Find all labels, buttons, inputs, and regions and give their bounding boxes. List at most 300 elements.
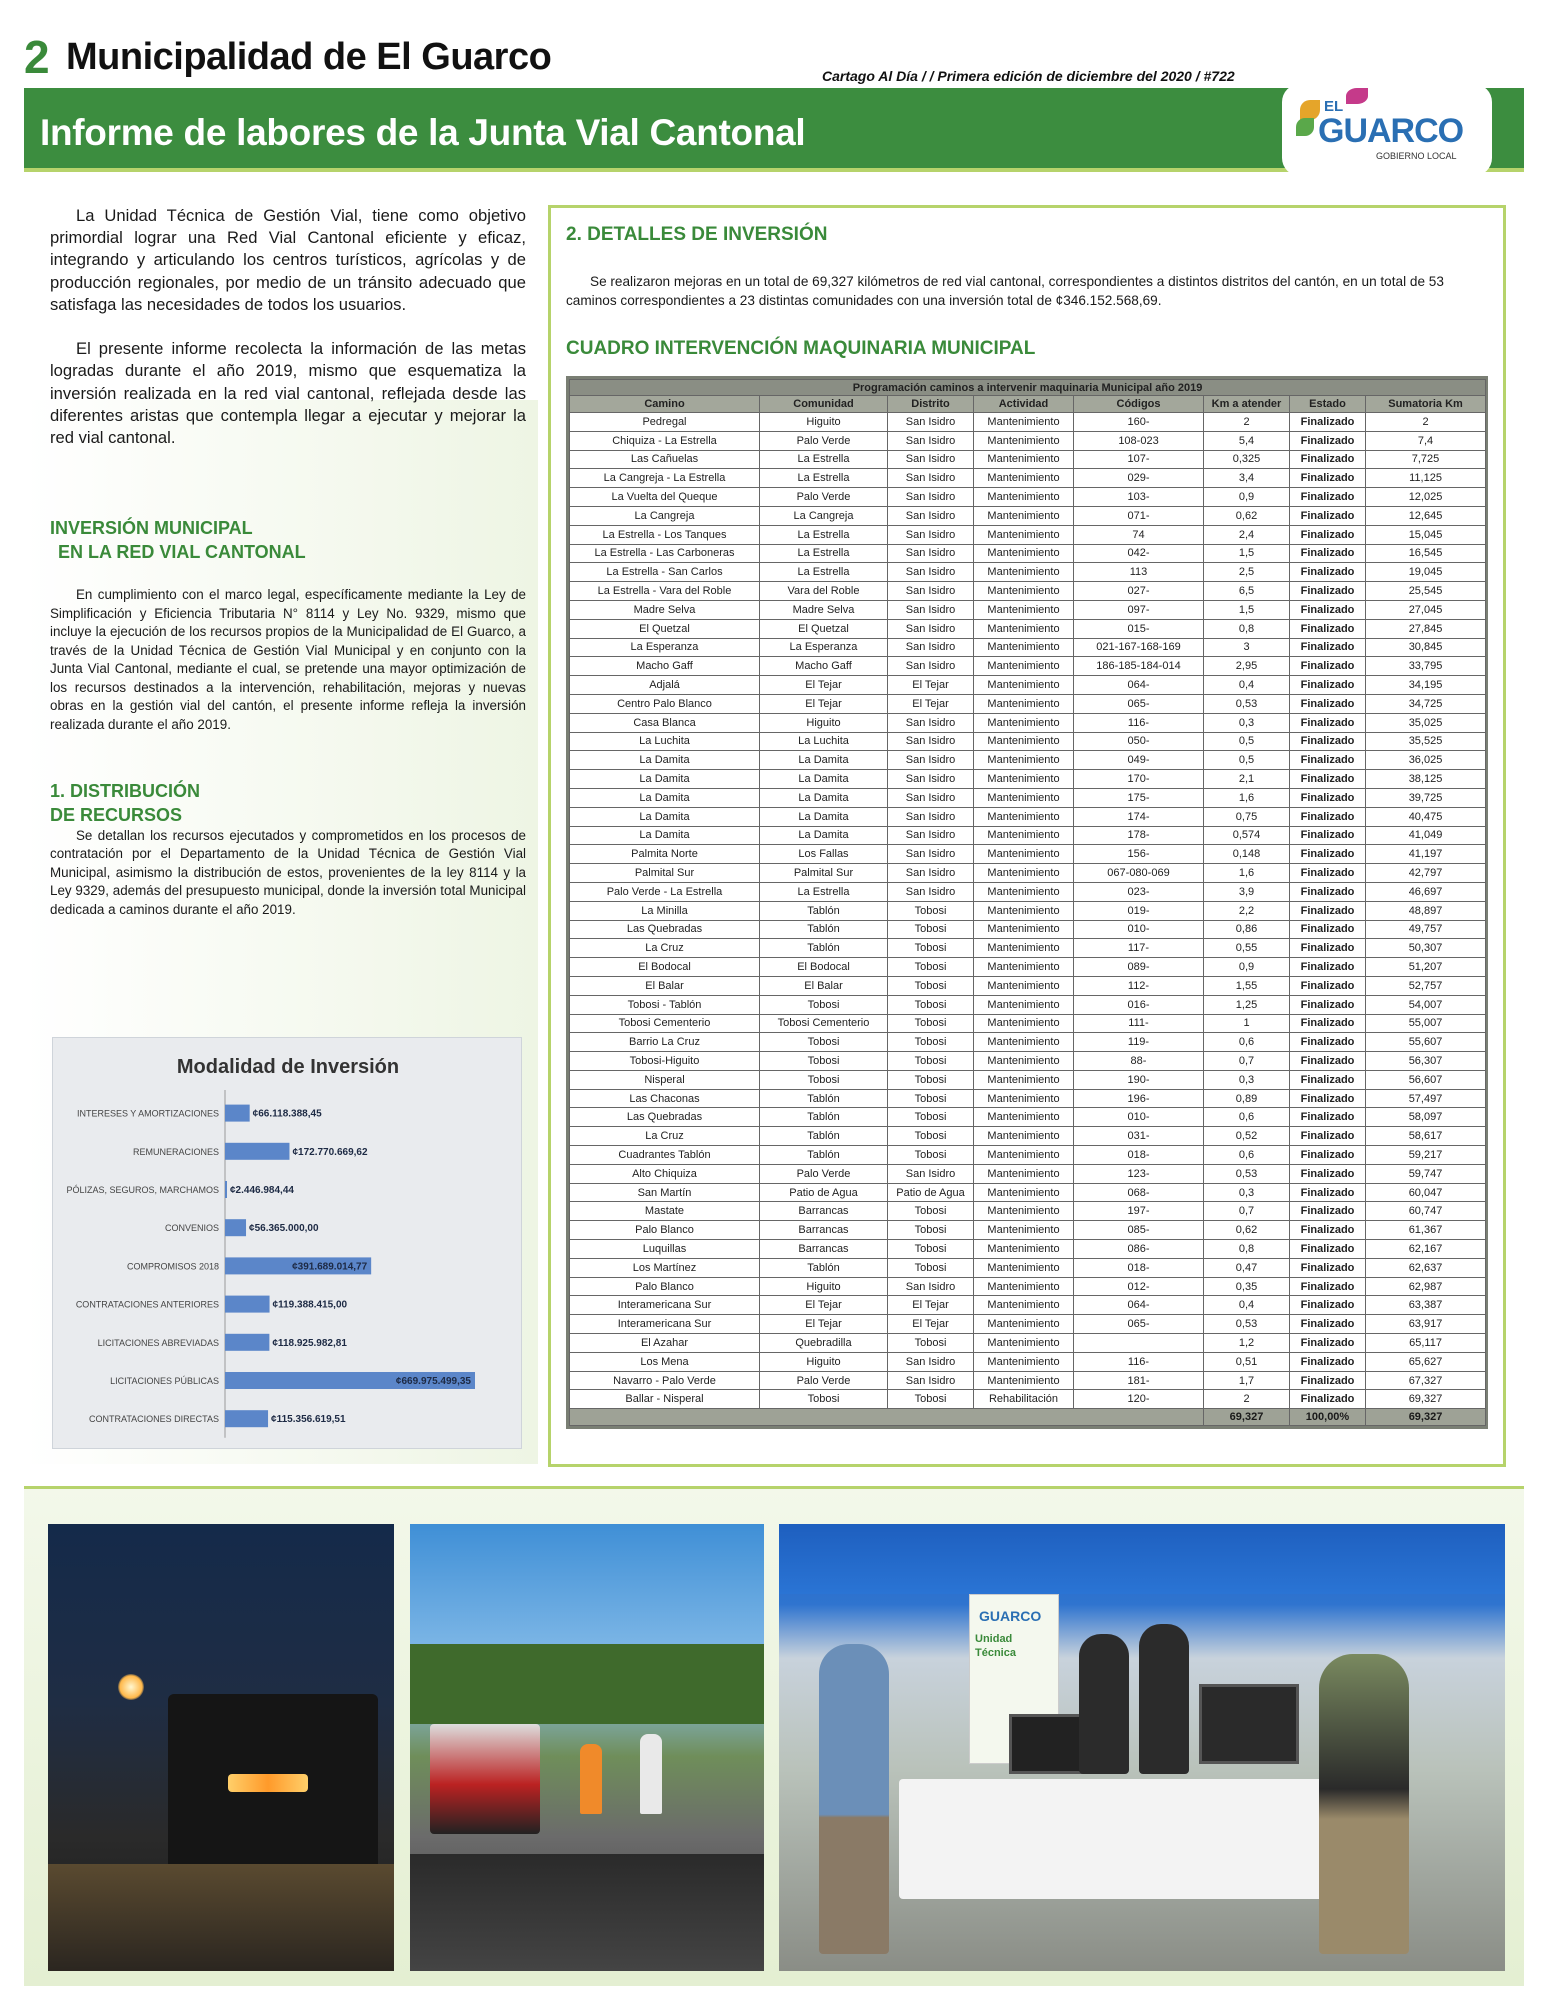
sumatoria-cell: 50,307 xyxy=(1366,939,1486,958)
codigo-cell: 012- xyxy=(1074,1277,1204,1296)
km-cell: 0,5 xyxy=(1204,751,1290,770)
codigo-cell: 019- xyxy=(1074,901,1204,920)
distrito-cell: Tobosi xyxy=(888,901,974,920)
km-cell: 1,25 xyxy=(1204,995,1290,1014)
actividad-cell: Mantenimiento xyxy=(974,1371,1074,1390)
table-row xyxy=(570,582,1486,601)
camino-cell: Luquillas xyxy=(570,1240,760,1259)
estado-cell: Finalizado xyxy=(1290,976,1366,995)
table-row xyxy=(570,1334,1486,1353)
distrito-cell: Tobosi xyxy=(888,939,974,958)
km-cell: 2,5 xyxy=(1204,563,1290,582)
table-row xyxy=(570,901,1486,920)
camino-cell: El Balar xyxy=(570,976,760,995)
chart-value-label: ¢391.689.014,77 xyxy=(292,1261,368,1273)
sumatoria-cell: 30,845 xyxy=(1366,638,1486,657)
actividad-cell: Mantenimiento xyxy=(974,1108,1074,1127)
column-header: Distrito xyxy=(888,396,974,413)
fresh-asphalt xyxy=(410,1854,764,1971)
camino-cell: Tobosi-Higuito xyxy=(570,1052,760,1071)
logo-subtitle: GOBIERNO LOCAL xyxy=(1376,151,1457,161)
estado-cell: Finalizado xyxy=(1290,751,1366,770)
table-row xyxy=(570,431,1486,450)
chart-category-label: CONTRATACIONES ANTERIORES xyxy=(75,1299,219,1310)
actividad-cell: Mantenimiento xyxy=(974,563,1074,582)
codigo-cell: 181- xyxy=(1074,1371,1204,1390)
chart-value-label: ¢669.975.499,35 xyxy=(395,1376,471,1387)
distrito-cell: San Isidro xyxy=(888,431,974,450)
actividad-cell: Mantenimiento xyxy=(974,582,1074,601)
comunidad-cell: Tablón xyxy=(760,1258,888,1277)
codigo-cell: 049- xyxy=(1074,751,1204,770)
chart-category-label: CONTRATACIONES DIRECTAS xyxy=(88,1414,219,1425)
distrito-cell: San Isidro xyxy=(888,732,974,751)
table-row xyxy=(570,1089,1486,1108)
sumatoria-cell: 12,645 xyxy=(1366,506,1486,525)
km-cell: 6,5 xyxy=(1204,582,1290,601)
camino-cell: Mastate xyxy=(570,1202,760,1221)
sumatoria-cell: 55,607 xyxy=(1366,1033,1486,1052)
logo-leaf-icon xyxy=(1346,88,1368,104)
team-stand-photo xyxy=(779,1524,1505,1971)
km-cell: 0,53 xyxy=(1204,694,1290,713)
km-cell: 0,62 xyxy=(1204,1221,1290,1240)
table-row xyxy=(570,1277,1486,1296)
km-cell: 0,86 xyxy=(1204,920,1290,939)
km-cell: 1,55 xyxy=(1204,976,1290,995)
sumatoria-cell: 11,125 xyxy=(1366,469,1486,488)
sumatoria-cell: 61,367 xyxy=(1366,1221,1486,1240)
camino-cell: Palmital Sur xyxy=(570,864,760,883)
codigo-cell: 071- xyxy=(1074,506,1204,525)
estado-cell: Finalizado xyxy=(1290,732,1366,751)
codigo-cell: 085- xyxy=(1074,1221,1204,1240)
codigo-cell: 010- xyxy=(1074,920,1204,939)
table-row xyxy=(570,1070,1486,1089)
codigo-cell xyxy=(1074,1334,1204,1353)
details-heading: 2. DETALLES DE INVERSIÓN xyxy=(566,224,828,245)
sumatoria-cell: 60,047 xyxy=(1366,1183,1486,1202)
sumatoria-cell: 49,757 xyxy=(1366,920,1486,939)
estado-cell: Finalizado xyxy=(1290,1296,1366,1315)
comunidad-cell: Patio de Agua xyxy=(760,1183,888,1202)
investment-paragraph: En cumplimiento con el marco legal, específicamente mediante la Ley de Simplificación y Eficiencia Tributaria N° 8114 y Ley No. 9329, mismo que incluye la ejecución de los recursos propios de la Municipalidad de El Guarco, a través de la Unidad Técnica de Gestión Vial Municipal y en conjunto con la Junta Vial Cantonal, mediante el cual, se pretende una mayor optimización de los recursos destinados a la intervención, rehabilitación, mejoras y nuevas obras en la gestión vial del cantón, el presente informe refleja la inversión realizada durante el año 2019. xyxy=(50,587,526,732)
distrito-cell: San Isidro xyxy=(888,1371,974,1390)
canopy-tent xyxy=(779,1524,1505,1594)
camino-cell: La Cruz xyxy=(570,1127,760,1146)
comunidad-cell: La Estrella xyxy=(760,882,888,901)
intro-paragraph-2: El presente informe recolecta la información de las metas logradas durante el año 2019, mismo que esquematiza la inversión realizada en la red vial cantonal, reflejada desde las diferentes aristas que contempla llegar a ejecutar y mejorar la red vial cantonal. xyxy=(50,339,526,448)
comunidad-cell: El Tejar xyxy=(760,676,888,695)
chart-value-label: ¢119.388.415,00 xyxy=(272,1299,348,1311)
codigo-cell: 086- xyxy=(1074,1240,1204,1259)
sumatoria-cell: 15,045 xyxy=(1366,525,1486,544)
comunidad-cell: Tablón xyxy=(760,1089,888,1108)
actividad-cell: Mantenimiento xyxy=(974,1334,1074,1353)
codigo-cell: 065- xyxy=(1074,694,1204,713)
worker-figure xyxy=(640,1734,662,1814)
km-cell: 0,51 xyxy=(1204,1352,1290,1371)
sumatoria-cell: 7,4 xyxy=(1366,431,1486,450)
distrito-cell: San Isidro xyxy=(888,488,974,507)
km-cell: 0,574 xyxy=(1204,826,1290,845)
comunidad-cell: Tablón xyxy=(760,901,888,920)
photo-band-divider xyxy=(24,1486,1524,1489)
distrito-cell: San Isidro xyxy=(888,582,974,601)
comunidad-cell: Madre Selva xyxy=(760,600,888,619)
machinery-table xyxy=(569,379,1486,1426)
actividad-cell: Mantenimiento xyxy=(974,1146,1074,1165)
truck-lights xyxy=(228,1774,308,1792)
person-figure xyxy=(1319,1654,1409,1954)
estado-cell: Finalizado xyxy=(1290,638,1366,657)
chart-bar xyxy=(225,1410,268,1427)
paving-crew-photo xyxy=(410,1524,764,1971)
chart-category-label: REMUNERACIONES xyxy=(132,1146,219,1157)
km-cell: 0,6 xyxy=(1204,1146,1290,1165)
machinery-table-wrapper xyxy=(566,376,1488,1429)
column-header: Estado xyxy=(1290,396,1366,413)
estado-cell: Finalizado xyxy=(1290,506,1366,525)
actividad-cell: Mantenimiento xyxy=(974,882,1074,901)
codigo-cell: 160- xyxy=(1074,413,1204,432)
column-header: Comunidad xyxy=(760,396,888,413)
sumatoria-cell: 7,725 xyxy=(1366,450,1486,469)
camino-cell: Los Mena xyxy=(570,1352,760,1371)
camino-cell: Chiquiza - La Estrella xyxy=(570,431,760,450)
distrito-cell: Tobosi xyxy=(888,976,974,995)
sumatoria-cell: 59,747 xyxy=(1366,1164,1486,1183)
estado-cell: Finalizado xyxy=(1290,413,1366,432)
sumatoria-cell: 69,327 xyxy=(1366,1390,1486,1409)
chart-category-label: LICITACIONES PÚBLICAS xyxy=(110,1376,219,1386)
distrito-cell: Tobosi xyxy=(888,958,974,977)
table-row xyxy=(570,882,1486,901)
estado-cell: Finalizado xyxy=(1290,864,1366,883)
chart-category-label: CONVENIOS xyxy=(164,1223,219,1234)
camino-cell: Interamericana Sur xyxy=(570,1315,760,1334)
sumatoria-cell: 35,525 xyxy=(1366,732,1486,751)
monitor xyxy=(1009,1714,1089,1774)
distrito-cell: San Isidro xyxy=(888,469,974,488)
estado-cell: Finalizado xyxy=(1290,901,1366,920)
comunidad-cell: Higuito xyxy=(760,413,888,432)
camino-cell: La Cangreja xyxy=(570,506,760,525)
codigo-cell: 103- xyxy=(1074,488,1204,507)
codigo-cell: 027- xyxy=(1074,582,1204,601)
distrito-cell: San Isidro xyxy=(888,450,974,469)
comunidad-cell: Tobosi xyxy=(760,1390,888,1409)
estado-cell: Finalizado xyxy=(1290,1070,1366,1089)
logo-leaf-icon xyxy=(1300,100,1320,120)
estado-cell: Finalizado xyxy=(1290,882,1366,901)
sumatoria-cell: 42,797 xyxy=(1366,864,1486,883)
actividad-cell: Mantenimiento xyxy=(974,864,1074,883)
comunidad-cell: La Luchita xyxy=(760,732,888,751)
sumatoria-cell: 27,845 xyxy=(1366,619,1486,638)
table-row xyxy=(570,751,1486,770)
sumatoria-cell: 65,627 xyxy=(1366,1352,1486,1371)
comunidad-cell: Barrancas xyxy=(760,1202,888,1221)
actividad-cell: Mantenimiento xyxy=(974,901,1074,920)
codigo-cell: 018- xyxy=(1074,1146,1204,1165)
estado-cell: Finalizado xyxy=(1290,1371,1366,1390)
camino-cell: La Damita xyxy=(570,826,760,845)
actividad-cell: Rehabilitación xyxy=(974,1390,1074,1409)
estado-cell: Finalizado xyxy=(1290,1052,1366,1071)
distrito-cell: El Tejar xyxy=(888,1296,974,1315)
sumatoria-cell: 27,045 xyxy=(1366,600,1486,619)
actividad-cell: Mantenimiento xyxy=(974,1052,1074,1071)
page-number: 2 xyxy=(24,31,50,83)
km-cell: 0,6 xyxy=(1204,1033,1290,1052)
comunidad-cell: La Estrella xyxy=(760,525,888,544)
estado-cell: Finalizado xyxy=(1290,1089,1366,1108)
camino-cell: Madre Selva xyxy=(570,600,760,619)
camino-cell: La Estrella - Las Carboneras xyxy=(570,544,760,563)
actividad-cell: Mantenimiento xyxy=(974,413,1074,432)
km-cell: 0,89 xyxy=(1204,1089,1290,1108)
camino-cell: La Cangreja - La Estrella xyxy=(570,469,760,488)
camino-cell: Interamericana Sur xyxy=(570,1296,760,1315)
km-cell: 0,53 xyxy=(1204,1315,1290,1334)
estado-cell: Finalizado xyxy=(1290,694,1366,713)
worker-figure xyxy=(580,1744,602,1814)
codigo-cell: 031- xyxy=(1074,1127,1204,1146)
actividad-cell: Mantenimiento xyxy=(974,657,1074,676)
sumatoria-cell: 56,607 xyxy=(1366,1070,1486,1089)
table-row xyxy=(570,469,1486,488)
distrito-cell: San Isidro xyxy=(888,563,974,582)
table-row xyxy=(570,619,1486,638)
chart-category-label: PÓLIZAS, SEGUROS, MARCHAMOS xyxy=(66,1185,219,1195)
actividad-cell: Mantenimiento xyxy=(974,995,1074,1014)
comunidad-cell: Tobosi xyxy=(760,1052,888,1071)
camino-cell: La Estrella - San Carlos xyxy=(570,563,760,582)
comunidad-cell: La Cangreja xyxy=(760,506,888,525)
actividad-cell: Mantenimiento xyxy=(974,1258,1074,1277)
distrito-cell: San Isidro xyxy=(888,600,974,619)
codigo-cell: 116- xyxy=(1074,1352,1204,1371)
km-cell: 1,7 xyxy=(1204,1371,1290,1390)
estado-cell: Finalizado xyxy=(1290,525,1366,544)
comunidad-cell: Tobosi xyxy=(760,1033,888,1052)
table-row xyxy=(570,1108,1486,1127)
comunidad-cell: Palo Verde xyxy=(760,488,888,507)
chart-value-label: ¢2.446.984,44 xyxy=(230,1185,294,1196)
distrito-cell: San Isidro xyxy=(888,751,974,770)
actividad-cell: Mantenimiento xyxy=(974,1089,1074,1108)
km-cell: 0,4 xyxy=(1204,676,1290,695)
distrito-cell: San Isidro xyxy=(888,864,974,883)
comunidad-cell: Tablón xyxy=(760,939,888,958)
chart-category-label: COMPROMISOS 2018 xyxy=(126,1261,219,1272)
table-row xyxy=(570,1296,1486,1315)
sumatoria-cell: 35,025 xyxy=(1366,713,1486,732)
sumatoria-cell: 12,025 xyxy=(1366,488,1486,507)
distrito-cell: San Isidro xyxy=(888,713,974,732)
codigo-cell: 116- xyxy=(1074,713,1204,732)
camino-cell: Macho Gaff xyxy=(570,657,760,676)
actividad-cell: Mantenimiento xyxy=(974,1240,1074,1259)
street-light xyxy=(118,1674,144,1700)
estado-cell: Finalizado xyxy=(1290,807,1366,826)
actividad-cell: Mantenimiento xyxy=(974,1183,1074,1202)
logo-el-text: EL xyxy=(1324,98,1344,115)
sumatoria-cell: 63,387 xyxy=(1366,1296,1486,1315)
table-heading: CUADRO INTERVENCIÓN MAQUINARIA MUNICIPAL xyxy=(566,338,1036,359)
actividad-cell: Mantenimiento xyxy=(974,939,1074,958)
comunidad-cell: La Estrella xyxy=(760,469,888,488)
estado-cell: Finalizado xyxy=(1290,1315,1366,1334)
actividad-cell: Mantenimiento xyxy=(974,807,1074,826)
codigo-cell: 068- xyxy=(1074,1183,1204,1202)
camino-cell: La Damita xyxy=(570,788,760,807)
distrito-cell: Patio de Agua xyxy=(888,1183,974,1202)
codigo-cell: 050- xyxy=(1074,732,1204,751)
estado-cell: Finalizado xyxy=(1290,1183,1366,1202)
codigo-cell: 186-185-184-014 xyxy=(1074,657,1204,676)
camino-cell: Tobosi Cementerio xyxy=(570,1014,760,1033)
comunidad-cell: Tobosi Cementerio xyxy=(760,1014,888,1033)
camino-cell: Casa Blanca xyxy=(570,713,760,732)
distrito-cell: Tobosi xyxy=(888,1240,974,1259)
sumatoria-cell: 33,795 xyxy=(1366,657,1486,676)
camino-cell: La Damita xyxy=(570,807,760,826)
sumatoria-cell: 38,125 xyxy=(1366,770,1486,789)
actividad-cell: Mantenimiento xyxy=(974,600,1074,619)
wet-road xyxy=(48,1864,394,1971)
chart-bar xyxy=(225,1105,250,1122)
table-row xyxy=(570,1315,1486,1334)
total-km: 69,327 xyxy=(1204,1409,1290,1426)
codigo-cell: 097- xyxy=(1074,600,1204,619)
actividad-cell: Mantenimiento xyxy=(974,676,1074,695)
table-row xyxy=(570,807,1486,826)
distrito-cell: Tobosi xyxy=(888,1070,974,1089)
actividad-cell: Mantenimiento xyxy=(974,770,1074,789)
distrito-cell: Tobosi xyxy=(888,1014,974,1033)
actividad-cell: Mantenimiento xyxy=(974,619,1074,638)
actividad-cell: Mantenimiento xyxy=(974,826,1074,845)
km-cell: 1,6 xyxy=(1204,864,1290,883)
column-header: Km a atender xyxy=(1204,396,1290,413)
comunidad-cell: Quebradilla xyxy=(760,1334,888,1353)
codigo-cell: 196- xyxy=(1074,1089,1204,1108)
actividad-cell: Mantenimiento xyxy=(974,751,1074,770)
camino-cell: La Esperanza xyxy=(570,638,760,657)
column-header: Actividad xyxy=(974,396,1074,413)
codigo-cell: 112- xyxy=(1074,976,1204,995)
table-row xyxy=(570,638,1486,657)
distrito-cell: Tobosi xyxy=(888,1334,974,1353)
table-row xyxy=(570,1258,1486,1277)
comunidad-cell: La Damita xyxy=(760,826,888,845)
distrito-cell: Tobosi xyxy=(888,1146,974,1165)
codigo-cell: 065- xyxy=(1074,1315,1204,1334)
km-cell: 0,52 xyxy=(1204,1127,1290,1146)
sumatoria-cell: 56,307 xyxy=(1366,1052,1486,1071)
table-row xyxy=(570,544,1486,563)
chart-title: Modalidad de Inversión xyxy=(176,1056,400,1078)
table-row xyxy=(570,845,1486,864)
codigo-cell: 117- xyxy=(1074,939,1204,958)
km-cell: 1 xyxy=(1204,1014,1290,1033)
estado-cell: Finalizado xyxy=(1290,713,1366,732)
camino-cell: Palo Blanco xyxy=(570,1221,760,1240)
estado-cell: Finalizado xyxy=(1290,1164,1366,1183)
actividad-cell: Mantenimiento xyxy=(974,845,1074,864)
chart-bar xyxy=(225,1334,269,1351)
table-row xyxy=(570,713,1486,732)
table-row xyxy=(570,976,1486,995)
sumatoria-cell: 62,637 xyxy=(1366,1258,1486,1277)
table-row xyxy=(570,488,1486,507)
actividad-cell: Mantenimiento xyxy=(974,431,1074,450)
distrito-cell: Tobosi xyxy=(888,1033,974,1052)
km-cell: 0,8 xyxy=(1204,1240,1290,1259)
km-cell: 0,4 xyxy=(1204,1296,1290,1315)
actividad-cell: Mantenimiento xyxy=(974,694,1074,713)
table-row xyxy=(570,1164,1486,1183)
actividad-cell: Mantenimiento xyxy=(974,958,1074,977)
estado-cell: Finalizado xyxy=(1290,826,1366,845)
codigo-cell: 023- xyxy=(1074,882,1204,901)
codigo-cell: 120- xyxy=(1074,1390,1204,1409)
distrito-cell: Tobosi xyxy=(888,1221,974,1240)
sumatoria-cell: 46,697 xyxy=(1366,882,1486,901)
page-title: Informe de labores de la Junta Vial Cantonal xyxy=(40,112,806,153)
monitor xyxy=(1199,1684,1299,1764)
sumatoria-cell: 65,117 xyxy=(1366,1334,1486,1353)
actividad-cell: Mantenimiento xyxy=(974,788,1074,807)
actividad-cell: Mantenimiento xyxy=(974,525,1074,544)
table-row xyxy=(570,1127,1486,1146)
camino-cell: Barrio La Cruz xyxy=(570,1033,760,1052)
comunidad-cell: Higuito xyxy=(760,1352,888,1371)
chart-canvas xyxy=(53,1038,523,1450)
codigo-cell: 089- xyxy=(1074,958,1204,977)
km-cell: 0,5 xyxy=(1204,732,1290,751)
distrito-cell: Tobosi xyxy=(888,1089,974,1108)
comunidad-cell: Palo Verde xyxy=(760,431,888,450)
table-row xyxy=(570,694,1486,713)
table-row xyxy=(570,525,1486,544)
details-paragraph: Se realizaron mejoras en un total de 69,327 kilómetros de red vial cantonal, correspondientes a distintos distritos del cantón, en un total de 53 caminos correspondientes a 23 distintas comunidades con una inversión total de ¢346.152.568,69. xyxy=(566,274,1444,309)
table-row xyxy=(570,1390,1486,1409)
codigo-cell: 197- xyxy=(1074,1202,1204,1221)
distrito-cell: Tobosi xyxy=(888,920,974,939)
codigo-cell: 067-080-069 xyxy=(1074,864,1204,883)
distrito-cell: San Isidro xyxy=(888,413,974,432)
camino-cell: El Azahar xyxy=(570,1334,760,1353)
camino-cell: Adjalá xyxy=(570,676,760,695)
chart-value-label: ¢172.770.669,62 xyxy=(292,1146,368,1158)
comunidad-cell: El Balar xyxy=(760,976,888,995)
distrito-cell: San Isidro xyxy=(888,638,974,657)
estado-cell: Finalizado xyxy=(1290,1221,1366,1240)
total-estado: 100,00% xyxy=(1290,1409,1366,1426)
sumatoria-cell: 54,007 xyxy=(1366,995,1486,1014)
distrito-cell: Tobosi xyxy=(888,1108,974,1127)
camino-cell: Palo Blanco xyxy=(570,1277,760,1296)
km-cell: 0,3 xyxy=(1204,1183,1290,1202)
estado-cell: Finalizado xyxy=(1290,939,1366,958)
actividad-cell: Mantenimiento xyxy=(974,732,1074,751)
actividad-cell: Mantenimiento xyxy=(974,506,1074,525)
distrito-cell: Tobosi xyxy=(888,1390,974,1409)
estado-cell: Finalizado xyxy=(1290,1277,1366,1296)
